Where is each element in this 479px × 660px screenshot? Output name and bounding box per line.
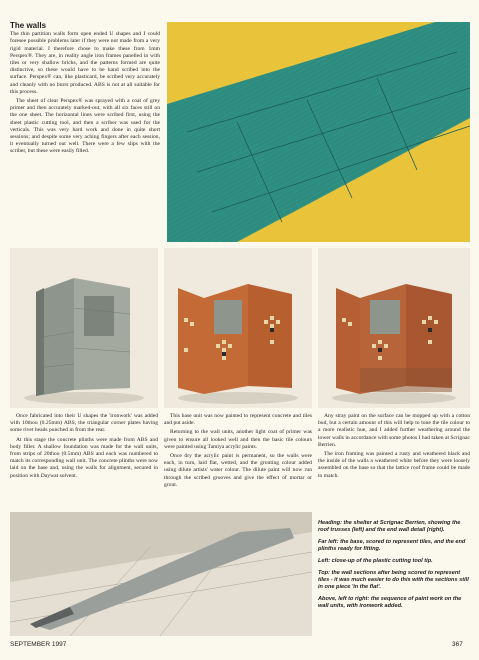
body-column-2 [164, 413, 312, 491]
body-paragraph: Any stray paint on the surface can be mopped up with a cotton bud, but a certain amount of this will help to tone the tile colour to a more realistic hue, and I added further weathering around the lower walls in accordance with some photos I had taken at Scrignac Berrien. [318, 413, 470, 448]
intro-paragraph: The thin partition walls form open ended U shapes and I could foresee possible problems later if they were not made from a very rigid material. I therefore chose to make these from 1mm Perspex®. They are, in reality angle iron frames panelled in with tiles or very shallow bricks, and the patterns formed are quite distinctive, so these would have to be hand scribed into the surface. Perspex® can, like plasticard, be scribed very accurately and cleanly with no burrs produced. ABS is not at all suitable for this process. [10, 31, 160, 95]
body-paragraph: Once fabricated into their U shapes the 'ironwork' was added with 10thou (0.25mm) ABS, the triangular corner plates having some rivet heads punched in from the rear. [10, 413, 158, 434]
photo-scribed-sheet [167, 22, 470, 242]
photo-wall-unit-weathered [318, 248, 470, 408]
page-number: 367 [452, 641, 463, 648]
weathered-wall-unit-illustration [318, 248, 470, 408]
caption-above: Above, left to right: the sequence of paint work on the wall units, with ironwork added. [318, 596, 462, 609]
cutting-tool-illustration [10, 512, 312, 636]
footer-date: SEPTEMBER 1997 [10, 641, 67, 648]
caption-left: Left: close-up of the plastic cutting tool tip. [318, 558, 433, 564]
photo-wall-unit-primer [10, 248, 158, 408]
scribed-sheet-illustration [167, 22, 470, 242]
grey-wall-unit-illustration [10, 248, 158, 408]
body-paragraph: At this stage the concrete plinths were made from ABS and body filler. A shallow foundation was made for the wall units, from strips of 20thou (0.5mm) ABS and each was numbered to match its corresponding wall unit. The concrete plinths were now laid on the base and, using the walls for alignment, secured in position with Daywat solvent. [10, 436, 158, 479]
caption-column [318, 520, 470, 615]
body-paragraph: This base unit was now painted to represent concrete and tiles and put aside. [164, 413, 312, 427]
caption-top: Top: the wall sections after being scored to represent tiles - it was much easier to do this with the sections still in one piece 'in the flat'. [318, 570, 469, 590]
painted-wall-unit-illustration [164, 248, 312, 408]
photo-wall-unit-painted [164, 248, 312, 408]
article-heading: The walls [10, 21, 47, 30]
intro-paragraph: The sheet of clear Perspex® was sprayed with a coat of grey primer and then accurately marked-out, with all six faces still on the one sheet. The horizontal lines were scribed first, using the sheet plastic cutting tool, and then a scriber was used for the verticals. This was very hard work and done in quite short sessions; and despite some very aching fingers after each session, it eventually turned out well. There were a few slips with the scriber, but these were easily filled. [10, 98, 160, 155]
intro-text-column [10, 22, 160, 158]
body-paragraph: Once dry the acrylic paint is permanent, so the walls were each, in turn, laid flat, wetted, and the grouting colour added using dilute artists' water colour. The dilute paint will now run through the scribed grooves and give the effect of mortar or grout. [164, 453, 312, 488]
body-column-1 [10, 413, 158, 482]
photo-cutting-tool [10, 512, 312, 636]
body-paragraph: The iron framing was painted a rusty and weathered black and the inside of the walls a weathered white before they were loosely assembled on the base so that the lattice roof frame could be made to match. [318, 451, 470, 479]
body-paragraph: Returning to the wall units, another light coat of primer was given to ensure all looked well and then the basic tile colours were painted using Tamiya acrylic paints. [164, 429, 312, 450]
body-column-3 [318, 413, 470, 482]
caption-heading: Heading: the shelter at Scrignac Berrien, showing the roof trusses (left) and the end wall detail (right). [318, 520, 461, 533]
caption-far-left: Far left: the base, scored to represent tiles, and the end plinths ready for fitting. [318, 539, 466, 552]
